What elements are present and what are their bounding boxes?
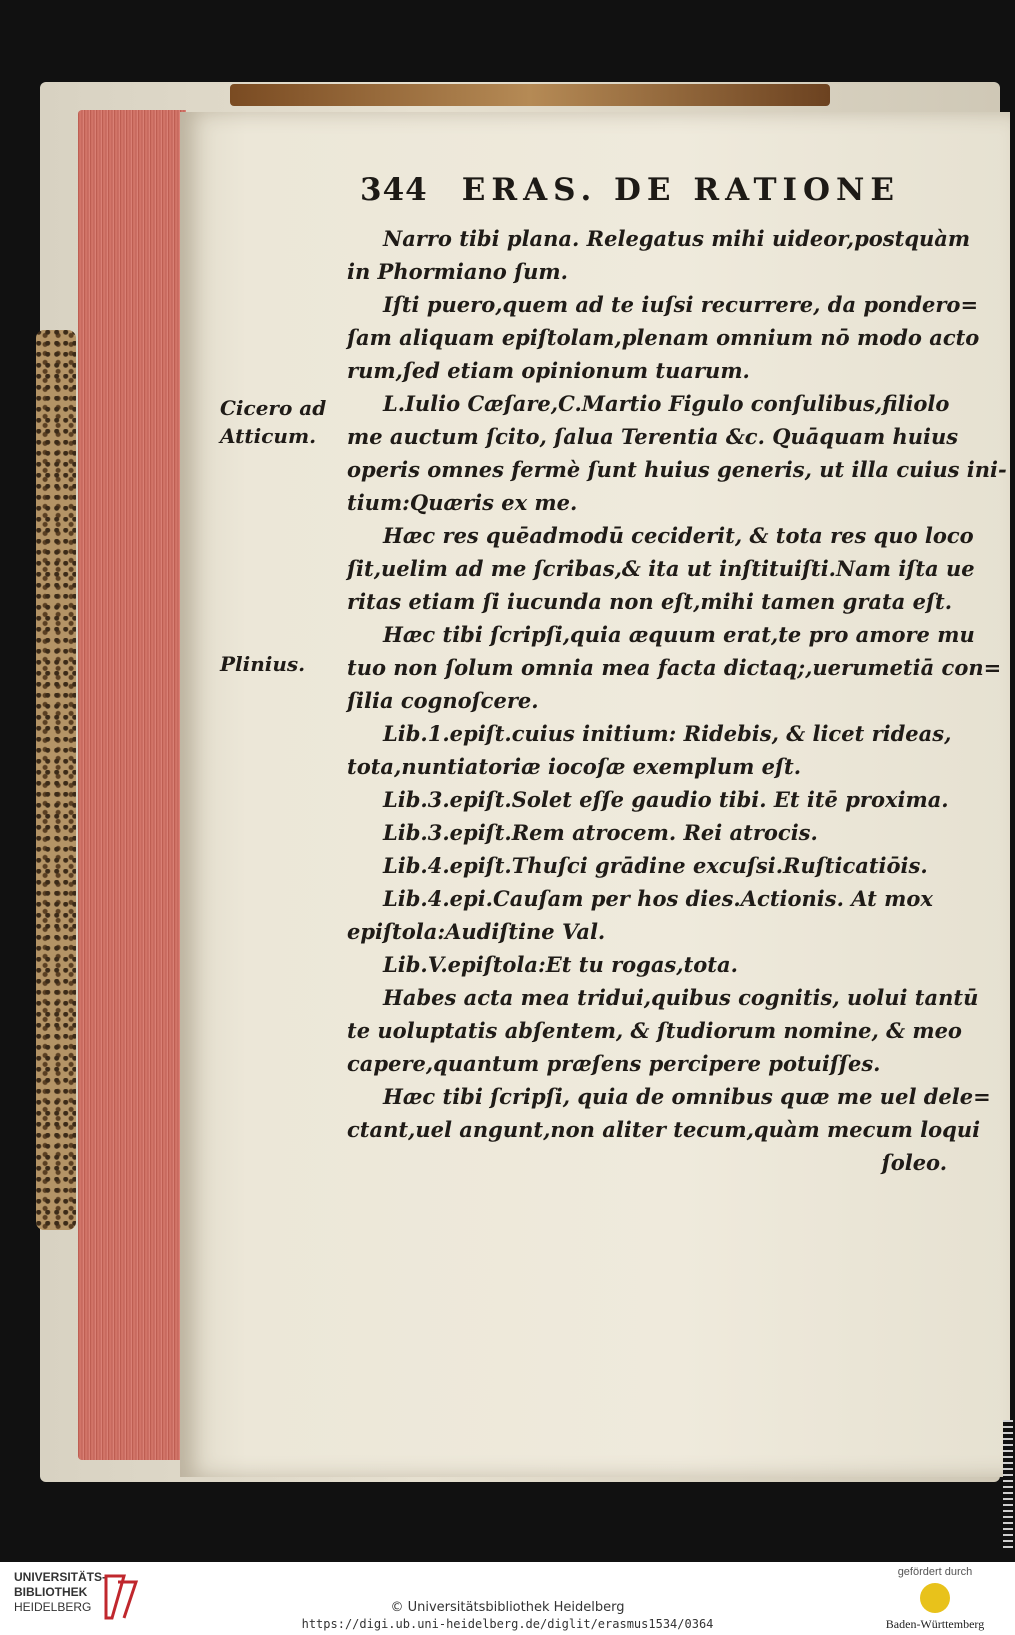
funder-name: Baden-Württemberg	[885, 1617, 985, 1631]
text-line: capere,quantum præſens percipere potuiſſes.	[347, 1051, 881, 1076]
text-line: ſoleo.	[881, 1150, 947, 1175]
text-line: Lib.4.epiſt.Thuſci grādine excuſsi.Ruſticatiōis.	[383, 853, 928, 878]
text-line: rum,ſed etiam opinionum tuarum.	[347, 358, 750, 383]
text-line: ritas etiam ſi iucunda non eſt,mihi tamen grata eſt.	[347, 589, 953, 614]
text-line: Lib.3.epiſt.Solet eſſe gaudio tibi. Et itē proxima.	[383, 787, 949, 812]
running-title: ERAS. DE RATIONE	[461, 172, 900, 208]
coat-of-arms-icon[interactable]	[920, 1583, 950, 1613]
text-line: Lib.V.epiſtola:Et tu rogas,tota.	[383, 952, 738, 977]
text-line: tium:Quæris ex me.	[347, 490, 578, 515]
text-line: ſam aliquam epiſtolam,plenam omnium nō modo acto	[347, 325, 980, 350]
book-page	[180, 112, 1010, 1477]
margin-note-line: Cicero ad	[220, 396, 327, 420]
text-line: Hæc tibi ſcripſi, quia de omnibus quæ me uel dele=	[383, 1084, 991, 1109]
text-line: ctant,uel angunt,non aliter tecum,quàm mecum loqui	[347, 1117, 981, 1142]
copyright-text: © Universitätsbibliothek Heidelberg	[390, 1600, 625, 1615]
permalink-url[interactable]: https://digi.ub.uni-heidelberg.de/diglit/erasmus1534/0364	[301, 1617, 714, 1631]
red-page-edges	[78, 110, 186, 1460]
margin-note-line: Atticum.	[220, 424, 317, 448]
text-line: Hæc res quēadmodū ceciderit, & tota res quo loco	[383, 523, 974, 548]
library-name-line: HEIDELBERG	[14, 1600, 92, 1614]
text-line: tuo non ſolum omnia mea facta dictaq;,uerumetiā con=	[347, 655, 1002, 680]
text-line: ſit,uelim ad me ſcribas,& ita ut inſtituiſti.Nam iſta ue	[347, 556, 975, 581]
body-text	[347, 222, 1007, 1179]
text-line: Narro tibi plana. Relegatus mihi uideor,postquàm	[383, 226, 971, 251]
speckled-edge	[36, 330, 76, 1230]
footer-credits	[0, 1600, 1015, 1632]
funder-block	[885, 1566, 985, 1632]
text-line: Lib.3.epiſt.Rem atrocem. Rei atrocis.	[383, 820, 818, 845]
color-scale-ruler	[1003, 1420, 1013, 1550]
funded-by-label: gefördert durch	[897, 1566, 973, 1578]
library-name-line: UNIVERSITÄTS-	[14, 1570, 107, 1584]
text-line: operis omnes fermè ſunt huius generis, ut illa cuius ini-	[347, 457, 1007, 482]
footer-bar	[0, 1562, 1015, 1635]
text-line: me auctum ſcito, ſalua Terentia &c. Quāquam huius	[347, 424, 959, 449]
text-line: Lib.1.epiſt.cuius initium: Ridebis, & licet rideas,	[383, 721, 952, 746]
text-line: Hæc tibi ſcripſi,quia æquum erat,te pro amore mu	[383, 622, 975, 647]
text-line: epiſtola:Audiſtine Val.	[347, 919, 606, 944]
book-top-board	[230, 84, 830, 106]
margin-note-plinius	[220, 650, 305, 678]
text-line: Lib.4.epi.Cauſam per hos dies.Actionis. At mox	[383, 886, 933, 911]
margin-note-cicero	[220, 394, 326, 450]
page-number: 344	[360, 172, 428, 208]
text-line: te uoluptatis abſentem, & ſtudiorum nomine, & meo	[347, 1018, 962, 1043]
text-line: tota,nuntiatoriæ iocoſæ exemplum eſt.	[347, 754, 802, 779]
text-line: Habes acta mea tridui,quibus cognitis, uolui tantū	[383, 985, 979, 1010]
text-line: ſilia cognoſcere.	[347, 688, 539, 713]
text-line: in Phormiano ſum.	[347, 259, 568, 284]
text-line: L.Iulio Cæſare,C.Martio Figulo conſulibus,filiolo	[383, 391, 950, 416]
library-name-line: BIBLIOTHEK	[14, 1585, 88, 1599]
text-line: Iſti puero,quem ad te iuſsi recurrere, da pondero=	[383, 292, 979, 317]
margin-note-line: Plinius.	[220, 652, 306, 676]
running-header	[360, 172, 900, 208]
